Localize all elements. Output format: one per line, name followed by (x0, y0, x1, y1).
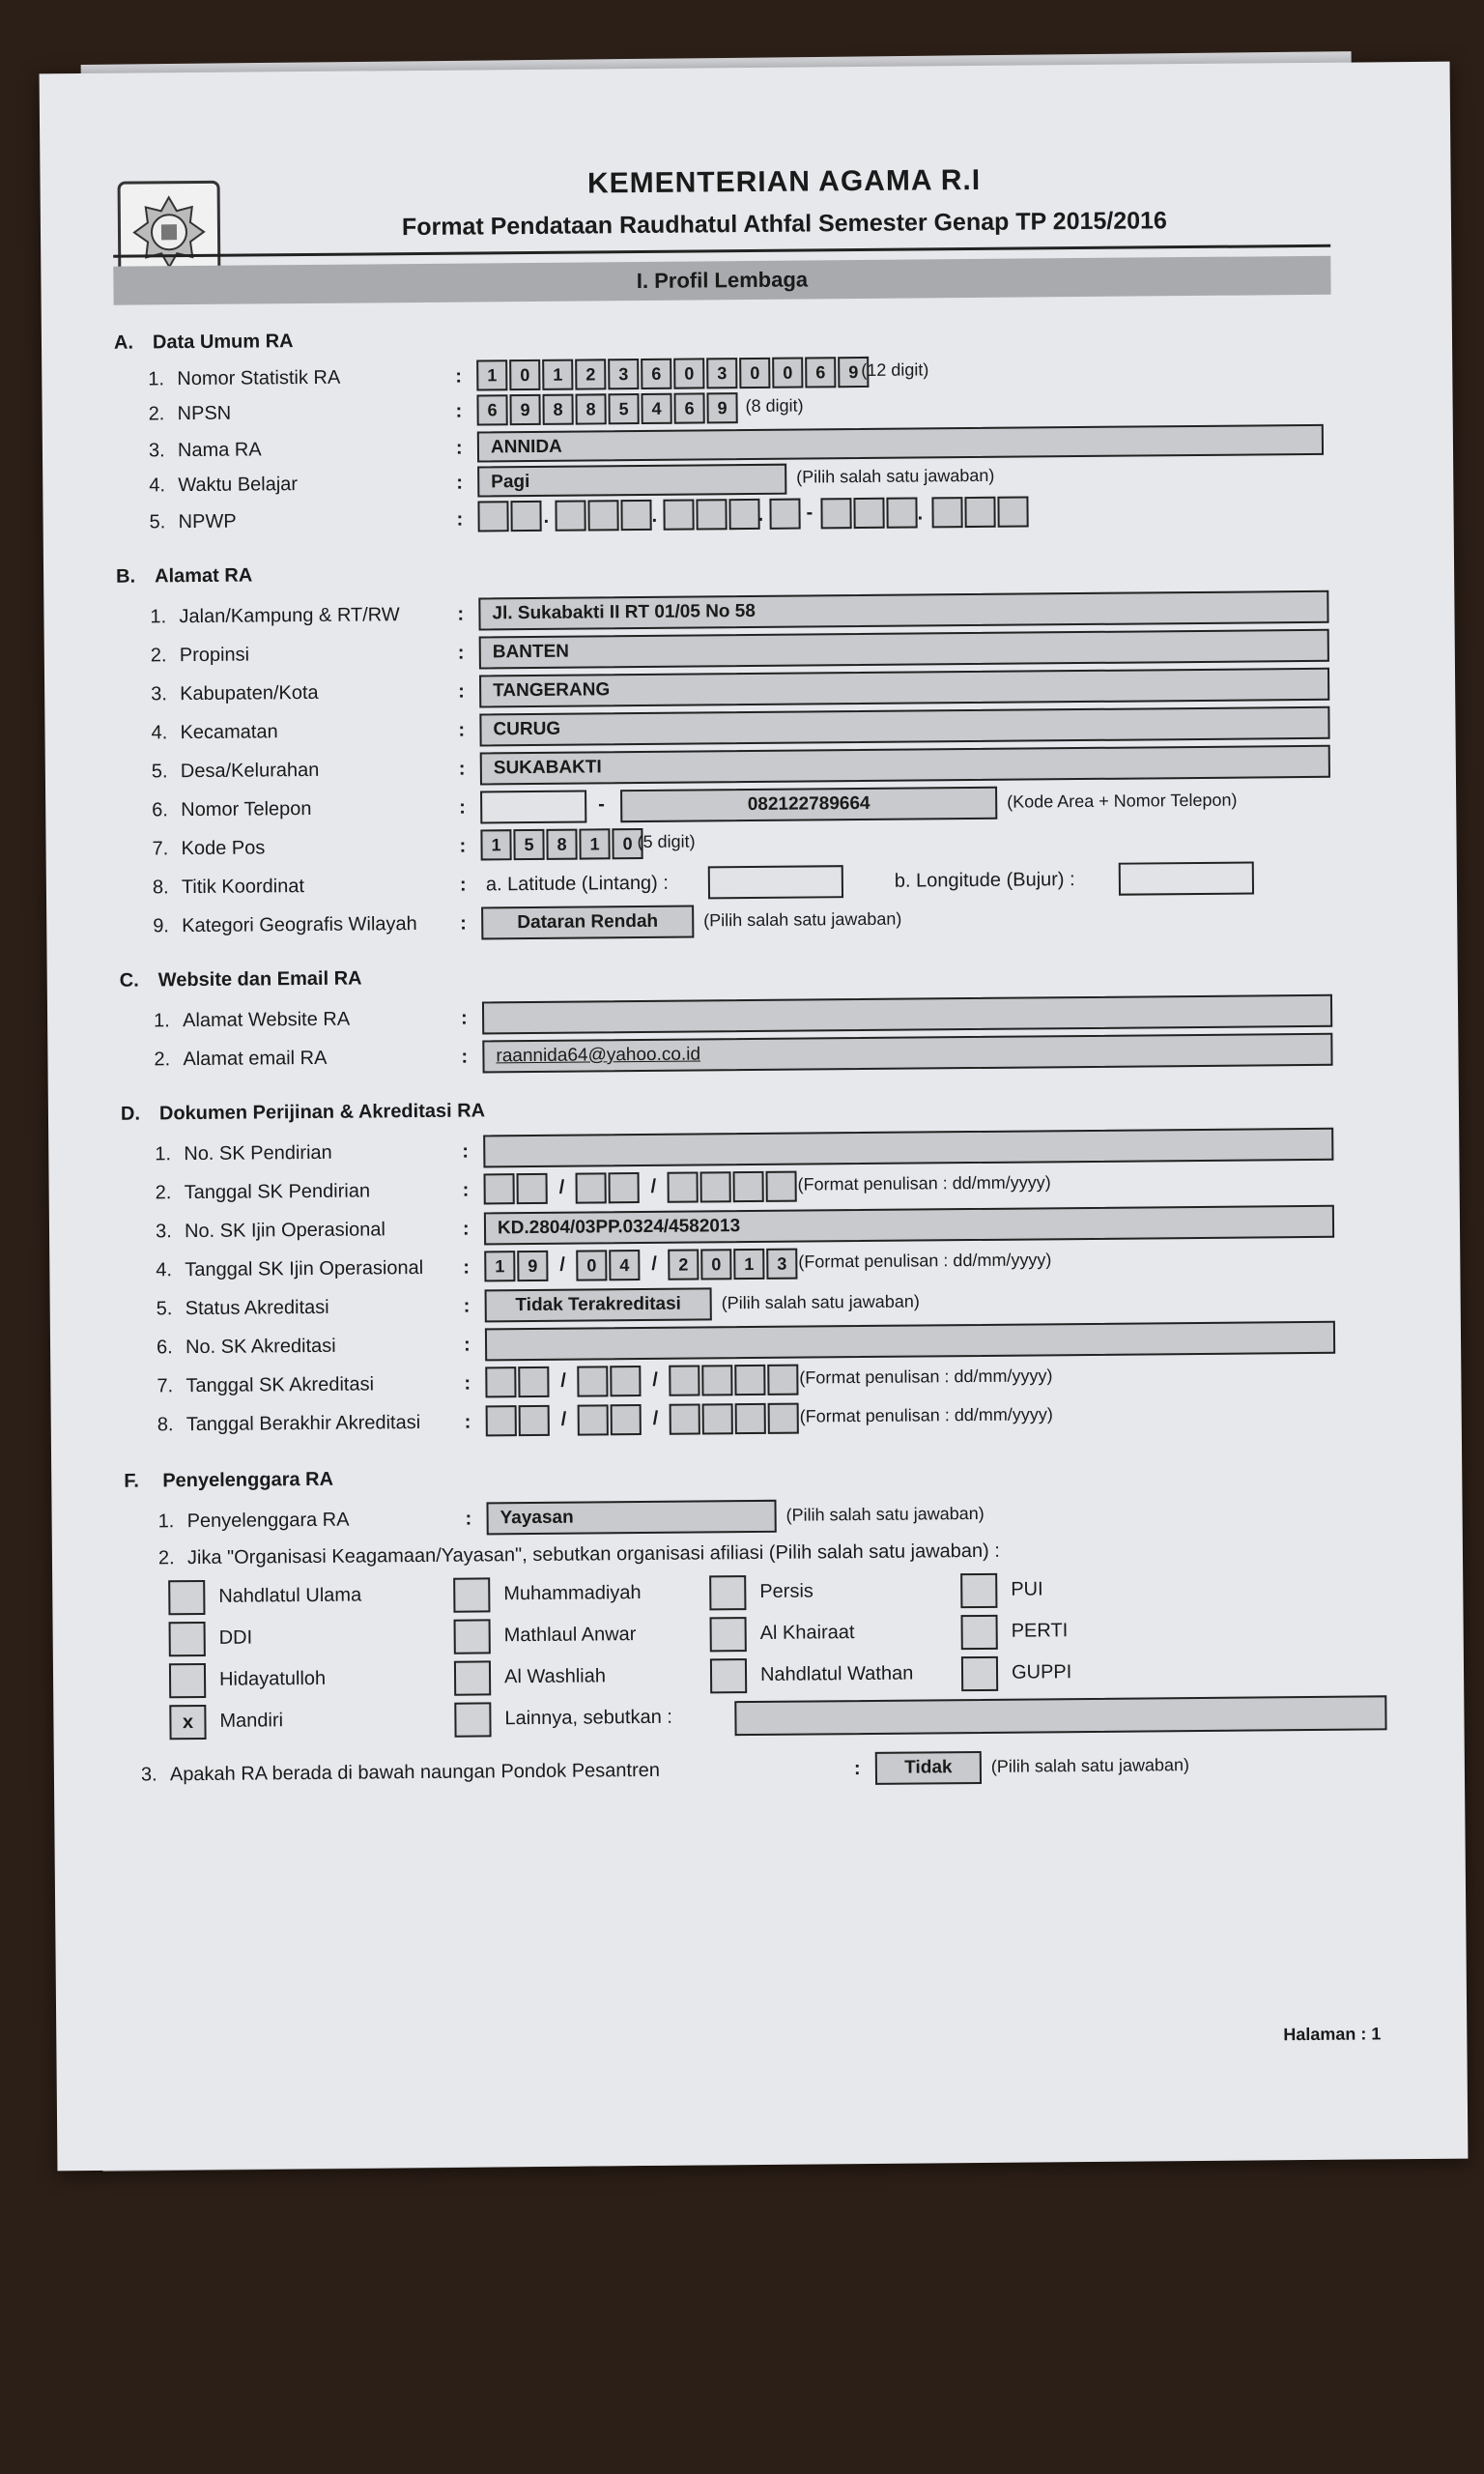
section-title: I. Profil Lembaga (113, 256, 1330, 305)
date-format-note: (Format penulisan : dd/mm/yyyy) (799, 1404, 1053, 1426)
longitude-label: b. Longitude (Bujur) : (894, 869, 1075, 892)
latitude-label: a. Latitude (Lintang) : (485, 872, 670, 896)
tgl-ijin-field[interactable]: 1 9 / 0 4 / 2 0 1 3 (40, 62, 1450, 74)
org-label: Al Washliah (503, 1665, 607, 1688)
nsm-digits[interactable]: 1 0 1 2 3 6 0 3 0 0 6 9 (476, 357, 870, 391)
penyelenggara-select[interactable]: Yayasan (486, 1500, 776, 1536)
org-label: Hidayatulloh (218, 1667, 327, 1690)
org-checkbox[interactable] (961, 1656, 998, 1691)
org-checkbox[interactable] (454, 1660, 491, 1695)
org-label: Mandiri (219, 1710, 284, 1732)
latitude-field[interactable] (708, 865, 843, 899)
header-divider (113, 245, 1330, 258)
tgl-berakhir-field[interactable]: / / (40, 62, 1450, 74)
tgl-akreditasi-field[interactable]: / / (40, 62, 1450, 74)
npsn-note: (8 digit) (745, 395, 804, 417)
org-other-field[interactable] (734, 1695, 1386, 1736)
date-format-note: (Format penulisan : dd/mm/yyyy) (798, 1250, 1052, 1272)
npsn-digits[interactable]: 6 9 8 8 5 4 6 9 (476, 392, 739, 425)
org-label: Nahdlatul Wathan (759, 1662, 914, 1685)
org-checkbox[interactable] (710, 1617, 747, 1652)
desa-field[interactable]: SUKABAKTI (480, 745, 1330, 786)
choice-note: (Pilih salah satu jawaban) (703, 908, 902, 931)
org-label: Nahdlatul Ulama (218, 1584, 362, 1607)
propinsi-field[interactable]: BANTEN (479, 629, 1329, 670)
org-checkbox[interactable] (961, 1615, 998, 1650)
org-checkbox[interactable] (960, 1573, 997, 1608)
sk-akreditasi-field[interactable] (485, 1321, 1335, 1362)
area-code-field[interactable] (480, 790, 586, 823)
org-label: Al Khairaat (759, 1622, 855, 1644)
org-checkbox[interactable] (709, 1575, 746, 1610)
status-akreditasi-select[interactable]: Tidak Terakreditasi (485, 1287, 712, 1322)
pesantren-select[interactable]: Tidak (875, 1751, 982, 1785)
jalan-field[interactable]: Jl. Sukabakti II RT 01/05 No 58 (478, 590, 1328, 631)
org-checkbox[interactable] (453, 1577, 490, 1612)
choice-note: (Pilih salah satu jawaban) (796, 465, 995, 487)
sk-pendirian-field[interactable] (483, 1128, 1333, 1168)
choice-note: (Pilih salah satu jawaban) (990, 1755, 1190, 1776)
kecamatan-field[interactable]: CURUG (479, 706, 1329, 747)
choice-note: (Pilih salah satu jawaban) (785, 1503, 985, 1525)
choice-note: (Pilih salah satu jawaban) (721, 1291, 920, 1313)
org-label: PERTI (1011, 1620, 1069, 1642)
geografis-select[interactable]: Dataran Rendah (481, 906, 694, 940)
section-title-text: Data Umum RA (152, 331, 294, 354)
org-label: Persis (759, 1580, 813, 1602)
org-label: PUI (1011, 1578, 1043, 1600)
org-checkbox-mandiri[interactable]: x (169, 1705, 206, 1740)
form-sheet: KEMENTERIAN AGAMA R.I Format Pendataan Raudhatul Athfal Semester Genap TP 2015/2016 I. Profil Lembaga A. Data Umum RA 1. Nomor Statistik RA : 1 0 1 2 3 6 0 3 0 0 6 9 (12 digit) 2. NPSN : 6 9 8 8 5 4 6 9 (8 digit) 3. Nama RA : ANNIDA 4. Waktu Belajar : Pagi (Pilih salah satu jawaban) 5. NPWP : . . . - . B. Alamat RA 1. Jalan/Kampung & RT/RW : Jl. Sukabakti II RT 01/05 No 58 2. Propinsi : BANTEN 3. Kabupaten/Kota : TANGERANG 4. Kecamatan : CURUG 5. Desa/Kelurahan : SUKABAKTI 6. Nomor Telepon : - 082122789664 (Kode Area + Nomor Telepon) 7. Kode Pos : 1 5 8 1 0 (5 digit) 8. Titik Koordinat : a. Latitude (Lintang) : b. Longitude (Bujur) : 9. Kategori Geografis Wilayah : Dataran Rendah (Pilih salah satu jawaban) C. Website dan Email RA 1. Alamat Website RA : 2. Alamat email RA : raannida64@yahoo.co.id D. Dokumen Perijinan & Akreditasi RA 1. No. SK Pendirian : 2. Tanggal SK Pendirian : / / (Format penulisan : dd/mm/yyyy) 3. No. SK Ijin Operasional : KD.2804/03PP.0324/4582013 4. Tanggal SK Ijin Operasional : 1 9 / 0 4 / 2 0 1 3 (Format penulisan : dd/mm/yyyy) 5. Status Akreditasi : Tidak Terakreditasi (Pilih salah satu jawaban) 6. No. SK Akreditasi : 7. Tanggal SK Akreditasi : / / (Format penulisan : dd/mm/yyyy) 8. Tanggal Berakhir Akreditasi : / / (Format penulisan : dd/mm/yyyy) F. Penyelenggara RA 1. Penyelenggara RA : Yayasan (Pilih salah satu jawaban) 2. Jika "Organisasi Keagamaan/Yayasan", sebutkan organisasi afiliasi (Pilih salah satu jawaban) : Nahdlatul Ulama Muhammadiyah Persis PUI DDI Mathlaul Anwar Al Khairaat PERTI Hidayatulloh Al Washliah Nahdlatul Wathan GUPPI x Mandiri Lainnya, sebutkan : 3. Apakah RA berada di bawah naungan Pondok Pesantren : Tidak (Pilih salah satu jawaban) Halaman : 1 (40, 62, 1469, 2172)
org-checkbox[interactable] (454, 1702, 491, 1737)
nsm-note: (12 digit) (861, 360, 929, 380)
longitude-field[interactable] (1119, 861, 1254, 895)
page-title: KEMENTERIAN AGAMA R.I (586, 163, 982, 200)
section-letter: A. (113, 331, 134, 354)
website-field[interactable] (482, 994, 1332, 1035)
email-field[interactable]: raannida64@yahoo.co.id (482, 1033, 1332, 1074)
tgl-pendirian-field[interactable]: / / (40, 62, 1450, 74)
waktu-belajar-select[interactable]: Pagi (477, 464, 786, 498)
org-label: Mathlaul Anwar (503, 1624, 637, 1647)
page-subtitle: Format Pendataan Raudhatul Athfal Semester Genap TP 2015/2016 (401, 207, 1168, 242)
telepon-field[interactable]: 082122789664 (620, 787, 997, 822)
org-checkbox[interactable] (168, 1580, 205, 1615)
nama-ra-field[interactable]: ANNIDA (477, 424, 1324, 463)
org-checkbox[interactable] (710, 1658, 747, 1693)
page-number: Halaman : 1 (1283, 2024, 1382, 2045)
org-checkbox[interactable] (454, 1619, 491, 1654)
sk-ijin-field[interactable]: KD.2804/03PP.0324/4582013 (484, 1205, 1334, 1246)
org-label: GUPPI (1011, 1661, 1072, 1683)
org-checkbox[interactable] (169, 1622, 206, 1656)
org-label: Muhammadiyah (503, 1582, 642, 1605)
org-label: Lainnya, sebutkan : (504, 1706, 672, 1730)
kodepos-note: (5 digit) (637, 831, 696, 852)
date-format-note: (Format penulisan : dd/mm/yyyy) (799, 1366, 1053, 1388)
date-format-note: (Format penulisan : dd/mm/yyyy) (797, 1172, 1051, 1194)
npwp-field[interactable]: . . . - . (40, 62, 1450, 74)
kabupaten-field[interactable]: TANGERANG (479, 668, 1329, 708)
org-label: DDI (218, 1626, 253, 1649)
kodepos-digits[interactable]: 1 5 8 1 0 (480, 828, 644, 860)
org-checkbox[interactable] (169, 1663, 206, 1698)
telepon-note: (Kode Area + Nomor Telepon) (1007, 790, 1238, 812)
